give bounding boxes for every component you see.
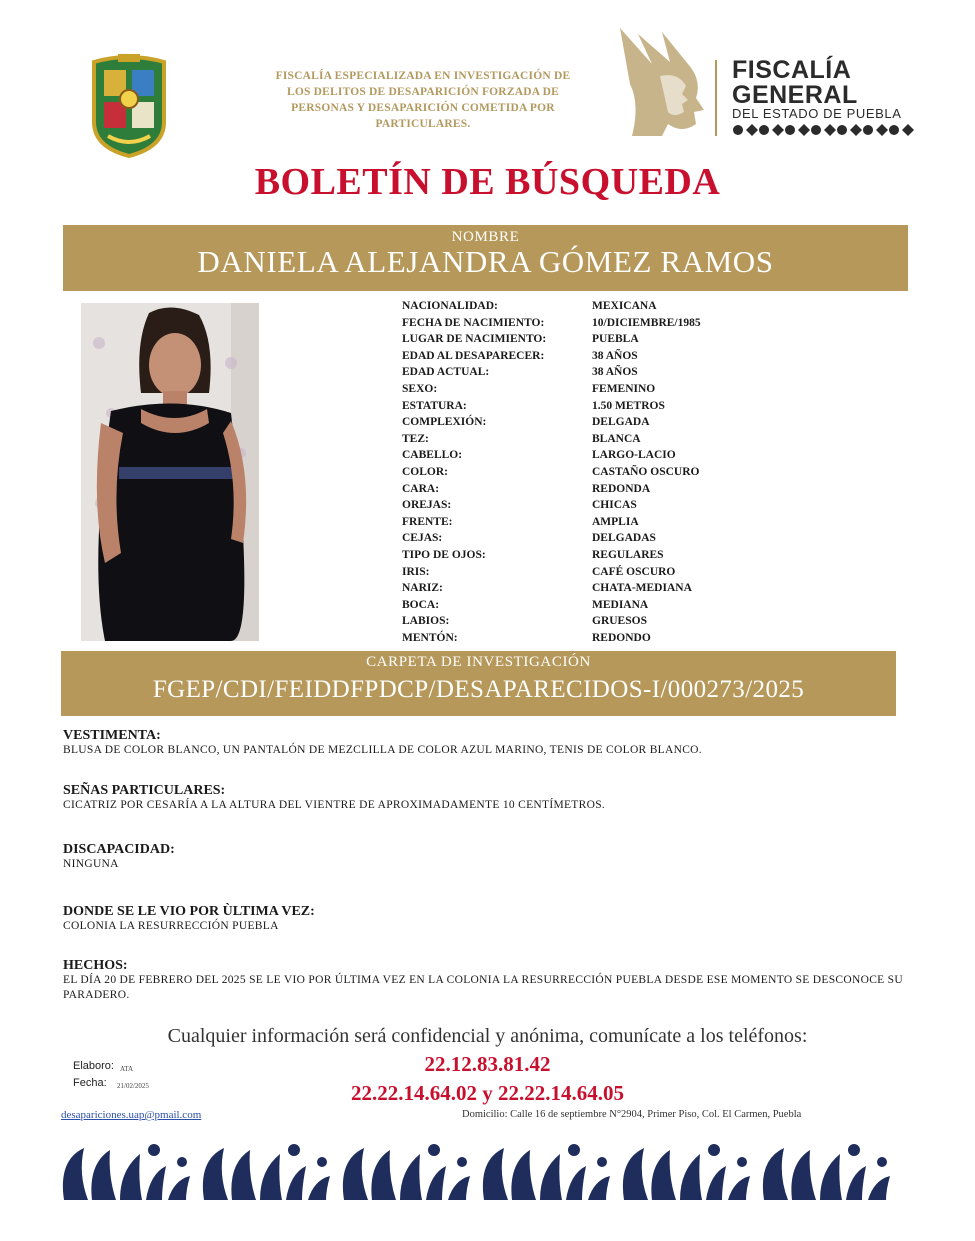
state-coat-of-arms-icon bbox=[88, 52, 170, 160]
agency-line: LOS DELITOS DE DESAPARICIÓN FORZADA DE bbox=[286, 86, 560, 98]
agency-line: PERSONAS Y DESAPARICIÓN COMETIDA POR bbox=[291, 102, 555, 114]
section-heading: DONDE SE LE VIO POR ÙLTIMA VEZ: bbox=[63, 904, 315, 919]
contact-notice: Cualquier información será confidencial y anónima, comunícate a los teléfonos: bbox=[167, 1025, 808, 1047]
section-last-seen bbox=[63, 904, 963, 934]
field-value: LARGO-LACIO bbox=[592, 449, 676, 462]
field-key: TEZ: bbox=[402, 432, 429, 445]
field-value: 38 AÑOS bbox=[592, 366, 638, 379]
logo-pattern-icon bbox=[732, 122, 918, 138]
phone-number-primary[interactable]: 22.12.83.81.42 bbox=[424, 1052, 551, 1076]
field-key: MENTÓN: bbox=[402, 631, 458, 644]
field-key: ESTATURA: bbox=[402, 399, 467, 412]
field-value: GRUESOS bbox=[592, 615, 647, 628]
field-value: REDONDA bbox=[592, 482, 651, 495]
logo-text-state: DEL ESTADO DE PUEBLA bbox=[732, 106, 902, 121]
name-label: NOMBRE bbox=[451, 229, 520, 245]
section-clothing bbox=[63, 728, 963, 758]
field-value: REDONDO bbox=[592, 631, 651, 644]
agency-line: FISCALÍA ESPECIALIZADA EN INVESTIGACIÓN DE bbox=[275, 70, 571, 82]
physical-description bbox=[402, 298, 782, 646]
field-row bbox=[402, 298, 782, 315]
field-value: CHICAS bbox=[592, 499, 637, 512]
field-row bbox=[402, 547, 782, 564]
field-key: TIPO DE OJOS: bbox=[402, 548, 486, 561]
field-value: CASTAÑO OSCURO bbox=[592, 465, 700, 478]
field-row bbox=[402, 630, 782, 647]
field-key: FRENTE: bbox=[402, 515, 453, 528]
section-text: NINGUNA bbox=[63, 858, 119, 870]
agency-name bbox=[258, 68, 588, 132]
person-name: DANIELA ALEJANDRA GÓMEZ RAMOS bbox=[197, 244, 774, 279]
field-value: REGULARES bbox=[592, 548, 664, 561]
field-key: COLOR: bbox=[402, 465, 448, 478]
field-value: 1.50 METROS bbox=[592, 399, 665, 412]
field-key: EDAD ACTUAL: bbox=[402, 366, 490, 379]
missing-person-photo bbox=[81, 303, 259, 641]
field-value: 10/DICIEMBRE/1985 bbox=[592, 316, 701, 329]
field-value: FEMENINO bbox=[592, 382, 656, 395]
field-key: LUGAR DE NACIMIENTO: bbox=[402, 333, 547, 346]
section-text: COLONIA LA RESURRECCIÓN PUEBLA bbox=[63, 920, 279, 932]
phone-numbers-secondary[interactable]: 22.22.14.64.02 y 22.22.14.64.05 bbox=[351, 1081, 624, 1105]
field-row bbox=[402, 597, 782, 614]
section-heading: HECHOS: bbox=[63, 958, 128, 973]
field-row bbox=[402, 613, 782, 630]
field-value: CAFÉ OSCURO bbox=[592, 565, 676, 578]
section-facts bbox=[63, 958, 963, 1003]
field-row bbox=[402, 497, 782, 514]
field-key: NARIZ: bbox=[402, 582, 443, 595]
case-band bbox=[61, 651, 896, 716]
field-key: EDAD AL DESAPARECER: bbox=[402, 349, 545, 362]
elaboro-value: ATA bbox=[120, 1065, 134, 1073]
field-row bbox=[402, 364, 782, 381]
field-row bbox=[402, 580, 782, 597]
field-row bbox=[402, 315, 782, 332]
person-photo-icon bbox=[81, 303, 259, 641]
section-text: BLUSA DE COLOR BLANCO, UN PANTALÓN DE MEZCLILLA DE COLOR AZUL MARINO, TENIS DE COLOR BLANCO. bbox=[63, 744, 702, 756]
field-row bbox=[402, 348, 782, 365]
section-text: EL DÍA 20 DE FEBRERO DEL 2025 SE LE VIO POR ÚLTIMA VEZ EN LA COLONIA LA RESURRECCIÓN PUEBLA DESDE ESE MOMENTO SE DESCONOCE SU PARADERO. bbox=[63, 974, 903, 1001]
field-key: LABIOS: bbox=[402, 615, 450, 628]
field-row bbox=[402, 414, 782, 431]
field-value: MEDIANA bbox=[592, 598, 649, 611]
field-key: CABELLO: bbox=[402, 449, 463, 462]
field-key: FECHA DE NACIMIENTO: bbox=[402, 316, 545, 329]
fiscalia-head-logo-icon bbox=[612, 24, 712, 136]
section-text: CICATRIZ POR CESARÍA A LA ALTURA DEL VIENTRE DE APROXIMADAMENTE 10 CENTÍMETROS. bbox=[63, 799, 606, 811]
fecha-value: 21/02/2025 bbox=[117, 1082, 149, 1090]
fecha-label: Fecha: bbox=[73, 1077, 107, 1089]
field-value: CHATA-MEDIANA bbox=[592, 582, 692, 595]
field-row bbox=[402, 398, 782, 415]
field-row bbox=[402, 530, 782, 547]
logo-text-general: GENERAL bbox=[732, 81, 858, 109]
field-value: MEXICANA bbox=[592, 300, 657, 312]
section-heading: DISCAPACIDAD: bbox=[63, 842, 175, 857]
section-heading: VESTIMENTA: bbox=[63, 728, 161, 743]
field-value: PUEBLA bbox=[592, 333, 639, 346]
logo-divider bbox=[715, 60, 717, 136]
field-row bbox=[402, 464, 782, 481]
field-row bbox=[402, 564, 782, 581]
case-label: CARPETA DE INVESTIGACIÓN bbox=[366, 654, 591, 670]
field-key: CARA: bbox=[402, 482, 440, 495]
field-row bbox=[402, 331, 782, 348]
section-marks bbox=[63, 783, 963, 813]
contact-email-link[interactable]: desapariciones.uap@pmail.com bbox=[61, 1109, 202, 1121]
name-band bbox=[63, 225, 908, 291]
field-key: NACIONALIDAD: bbox=[402, 300, 498, 312]
field-key: CEJAS: bbox=[402, 532, 443, 545]
field-value: DELGADAS bbox=[592, 532, 656, 545]
field-value: AMPLIA bbox=[592, 515, 639, 528]
decorative-talavera-pattern-icon bbox=[58, 1140, 918, 1210]
field-value: 38 AÑOS bbox=[592, 349, 638, 362]
field-key: IRIS: bbox=[402, 565, 430, 578]
field-row bbox=[402, 381, 782, 398]
section-heading: SEÑAS PARTICULARES: bbox=[63, 783, 226, 798]
field-key: COMPLEXIÓN: bbox=[402, 416, 487, 429]
agency-line: PARTICULARES. bbox=[375, 118, 471, 130]
field-row bbox=[402, 447, 782, 464]
field-value: DELGADA bbox=[592, 416, 650, 429]
office-address: Domicilio: Calle 16 de septiembre N°2904, Primer Piso, Col. El Carmen, Puebla bbox=[462, 1109, 802, 1120]
field-row bbox=[402, 431, 782, 448]
section-disability bbox=[63, 842, 963, 872]
case-number: FGEP/CDI/FEIDDFPDCP/DESAPARECIDOS-I/000273/2025 bbox=[152, 676, 805, 703]
field-key: BOCA: bbox=[402, 598, 440, 611]
field-row bbox=[402, 481, 782, 498]
elaboro-label: Elaboro: bbox=[73, 1060, 114, 1072]
bulletin-title: BOLETÍN DE BÚSQUEDA bbox=[254, 161, 721, 203]
logo-text-fiscalia: FISCALÍA bbox=[732, 56, 852, 84]
field-key: SEXO: bbox=[402, 382, 438, 395]
field-key: OREJAS: bbox=[402, 499, 452, 512]
field-value: BLANCA bbox=[592, 432, 641, 445]
field-row bbox=[402, 514, 782, 531]
